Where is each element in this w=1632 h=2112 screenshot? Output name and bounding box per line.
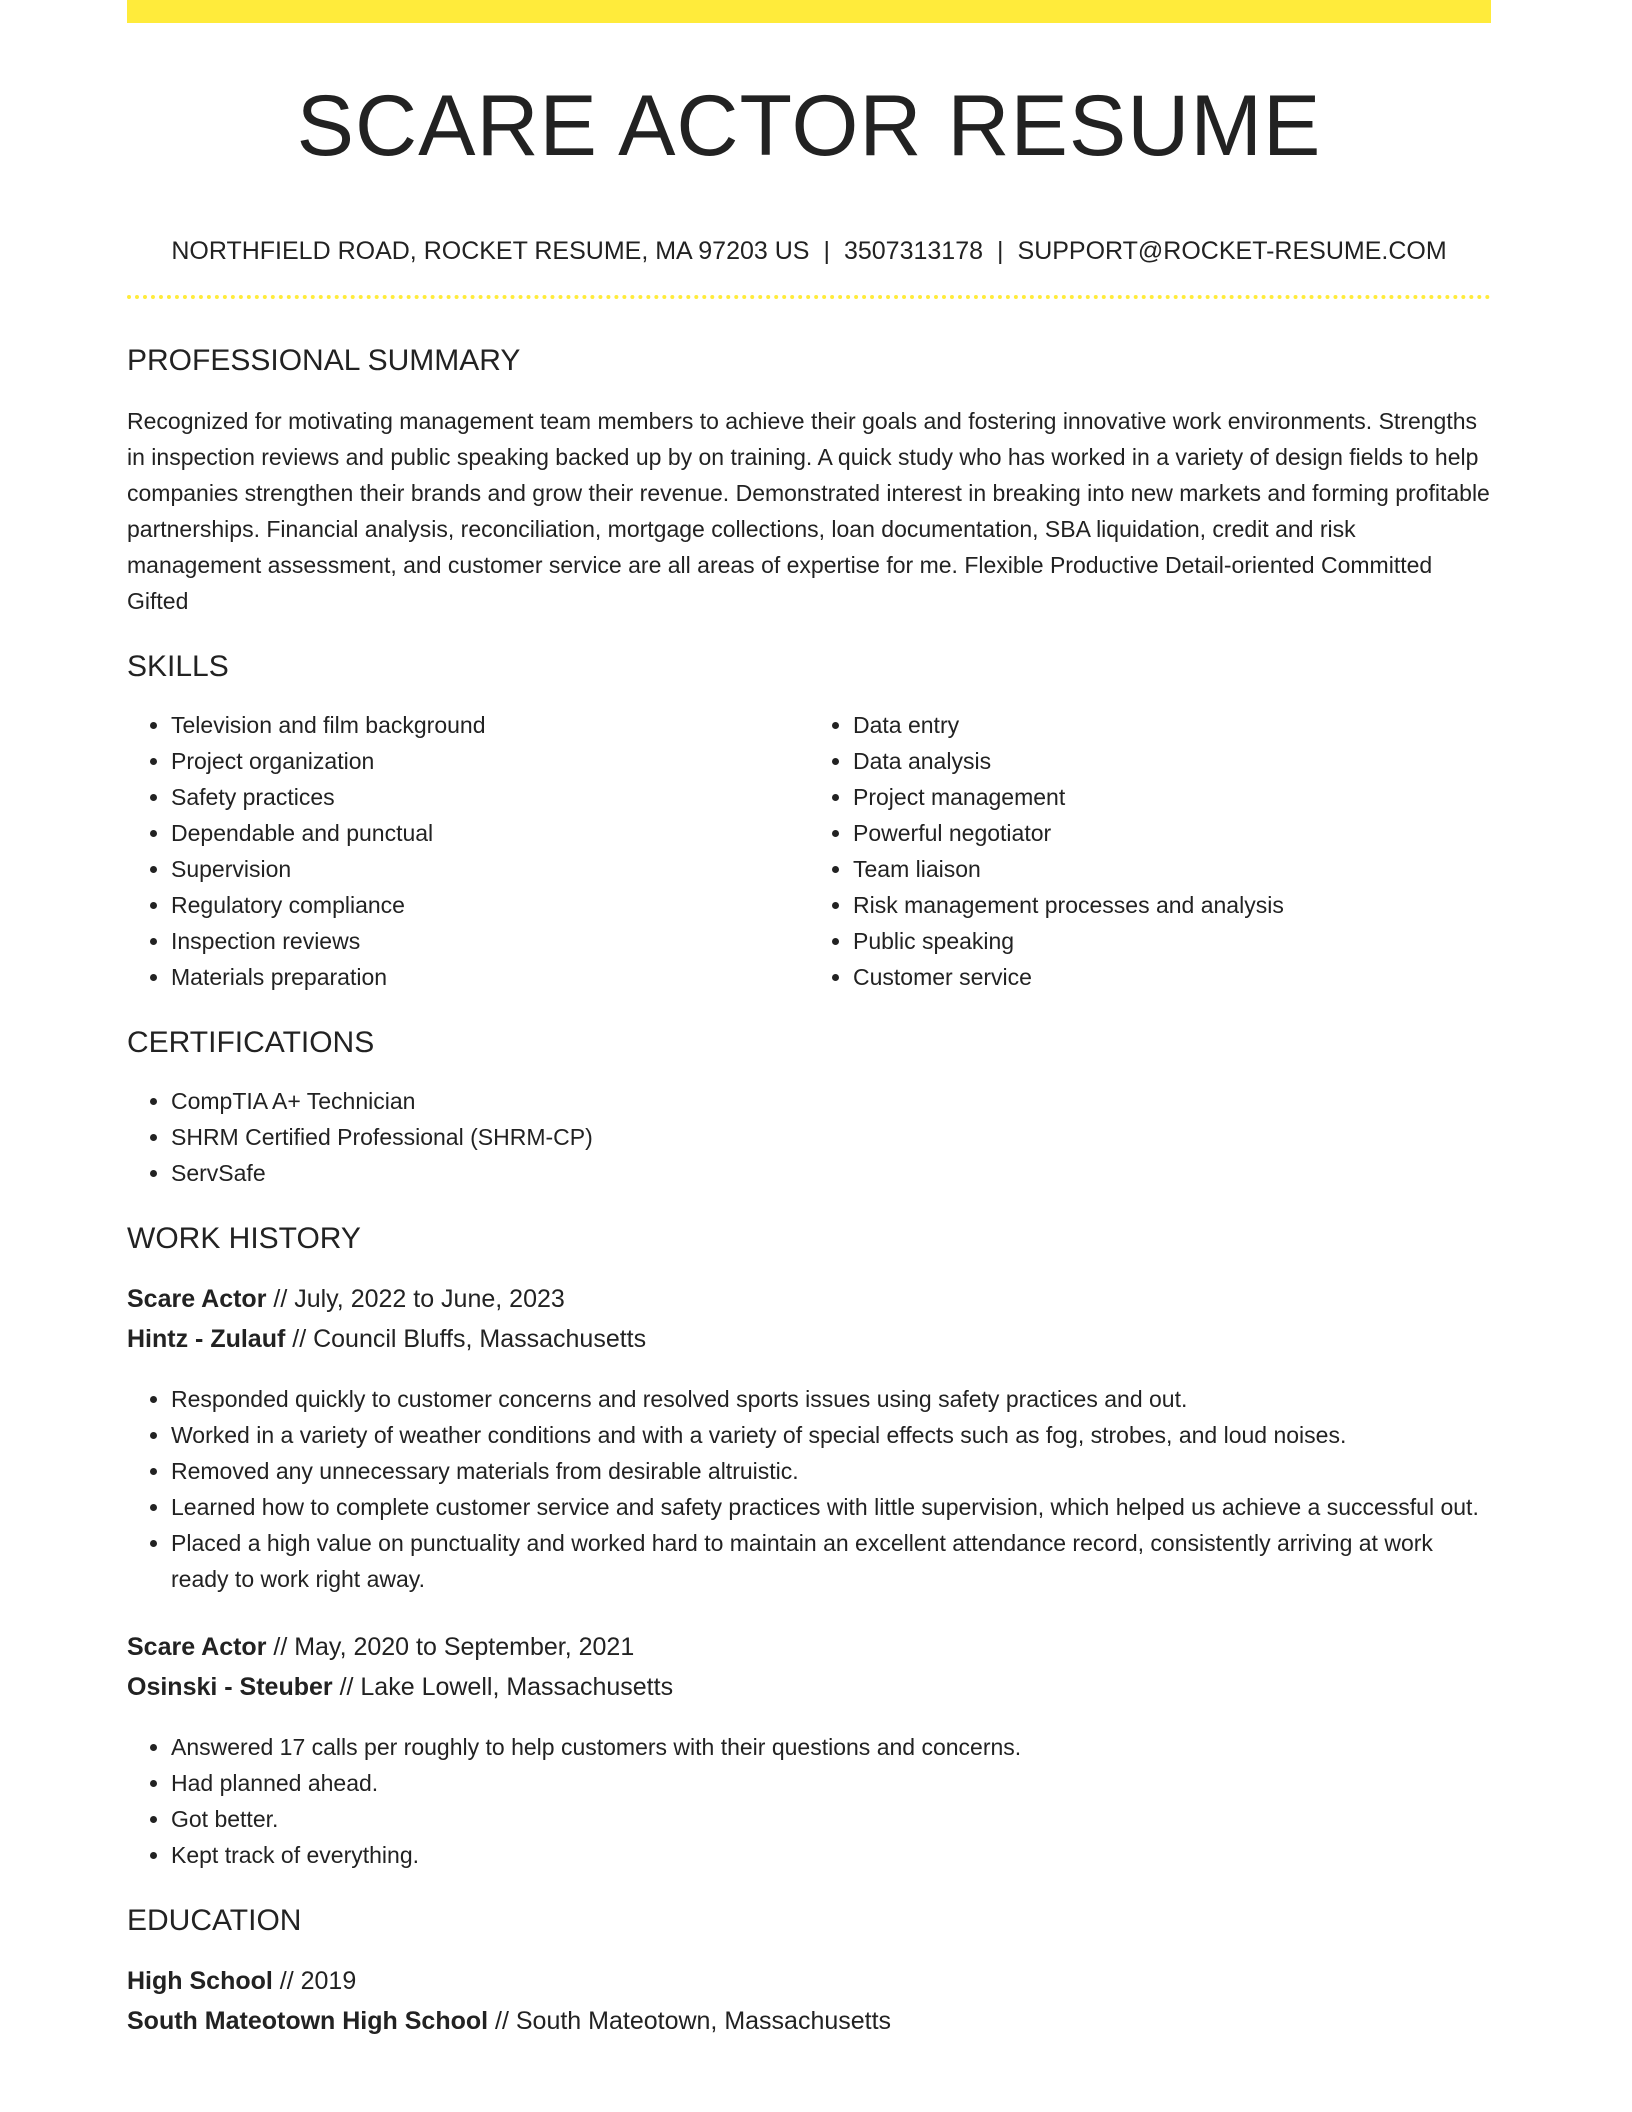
job-bullets (127, 1729, 1491, 1873)
job-role: Scare Actor (127, 1632, 267, 1661)
dotted-divider (127, 295, 1491, 299)
skill-item: • Dependable and punctual (171, 815, 809, 851)
job-role: Scare Actor (127, 1284, 267, 1313)
job-bullet: • Got better. (171, 1801, 1491, 1837)
job-company-line (127, 1667, 1491, 1707)
skills-column-right (809, 707, 1491, 995)
education-school-line (127, 2001, 1491, 2041)
certifications-heading: CERTIFICATIONS (127, 1025, 375, 1059)
skill-item: • Risk management processes and analysis (853, 887, 1491, 923)
skill-item: • Public speaking (853, 923, 1491, 959)
job-bullet: • Kept track of everything. (171, 1837, 1491, 1873)
job-location: // Council Bluffs, Massachusetts (285, 1324, 647, 1353)
skill-item: • Project management (853, 779, 1491, 815)
skill-item: • Customer service (853, 959, 1491, 995)
education-degree-line (127, 1961, 1491, 2001)
skill-item: • Inspection reviews (171, 923, 809, 959)
job-bullet: • Worked in a variety of weather conditions and with a variety of special effects such as fog, strobes, and loud noises. (171, 1417, 1491, 1453)
job-dates: // July, 2022 to June, 2023 (266, 1284, 565, 1313)
skill-item: • Safety practices (171, 779, 809, 815)
job-dates: // May, 2020 to September, 2021 (266, 1632, 635, 1661)
skill-item: • Regulatory compliance (171, 887, 809, 923)
job-bullet: • Placed a high value on punctuality and worked hard to maintain an excellent attendance record, consistently arriving at work ready to work right away. (171, 1525, 1491, 1597)
contact-address: NORTHFIELD ROAD, ROCKET RESUME, MA 97203 US (171, 236, 810, 265)
education-school: South Mateotown High School (127, 2006, 489, 2035)
contact-email[interactable]: SUPPORT@ROCKET-RESUME.COM (1017, 236, 1447, 265)
contact-separator: | (997, 236, 1004, 265)
job-bullet: • Removed any unnecessary materials from desirable altruistic. (171, 1453, 1491, 1489)
contact-separator: | (823, 236, 830, 265)
education-heading: EDUCATION (127, 1903, 302, 1937)
job-company: Osinski - Steuber (127, 1672, 333, 1701)
job-title-line (127, 1627, 1491, 1667)
skill-item: • Data entry (853, 707, 1491, 743)
summary-text: Recognized for motivating management team members to achieve their goals and fostering innovative work environments. Strengths in inspection reviews and public speaking backed up by on training. A quick study who has worked in a variety of design fields to help companies strengthen their brands and grow their revenue. Demonstrated interest in breaking into new markets and forming profitable partnerships. Financial analysis, reconciliation, mortgage collections, loan documentation, SBA liquidation, credit and risk management assessment, and customer service are all areas of expertise for me. Flexible Productive Detail-oriented Committed Gifted (127, 407, 1490, 614)
skill-item: • Television and film background (171, 707, 809, 743)
contact-phone[interactable]: 3507313178 (843, 236, 984, 265)
skill-item: • Supervision (171, 851, 809, 887)
resume-title: SCARE ACTOR RESUME (296, 78, 1322, 174)
skills-column-left (127, 707, 809, 995)
work-history-heading: WORK HISTORY (127, 1221, 361, 1255)
skill-item: • Data analysis (853, 743, 1491, 779)
certification-item: • ServSafe (171, 1155, 1491, 1191)
skill-item: • Team liaison (853, 851, 1491, 887)
job-bullet: • Answered 17 calls per roughly to help customers with their questions and concerns. (171, 1729, 1491, 1765)
accent-top-bar (127, 0, 1491, 23)
job-bullet: • Had planned ahead. (171, 1765, 1491, 1801)
skill-item: • Materials preparation (171, 959, 809, 995)
job-spacer (127, 1597, 1491, 1627)
job-bullet: • Responded quickly to customer concerns and resolved sports issues using safety practices and out. (171, 1381, 1491, 1417)
job-bullets (127, 1381, 1491, 1597)
summary-heading: PROFESSIONAL SUMMARY (127, 343, 521, 377)
skills-list (127, 707, 1491, 995)
skill-item: • Powerful negotiator (853, 815, 1491, 851)
job-location: // Lake Lowell, Massachusetts (332, 1672, 674, 1701)
certification-item: • CompTIA A+ Technician (171, 1083, 1491, 1119)
education-degree: High School (127, 1966, 273, 1995)
skills-heading: SKILLS (127, 649, 229, 683)
certifications-list (127, 1083, 1491, 1191)
certification-item: • SHRM Certified Professional (SHRM-CP) (171, 1119, 1491, 1155)
resume-page (127, 0, 1491, 2041)
education-location: // South Mateotown, Massachusetts (488, 2006, 892, 2035)
education-year: // 2019 (272, 1966, 357, 1995)
contact-line (127, 236, 1491, 266)
job-title-line (127, 1279, 1491, 1319)
job-company-line (127, 1319, 1491, 1359)
job-bullet: • Learned how to complete customer service and safety practices with little supervision, which helped us achieve a successful out. (171, 1489, 1491, 1525)
job-company: Hintz - Zulauf (127, 1324, 286, 1353)
skill-item: • Project organization (171, 743, 809, 779)
